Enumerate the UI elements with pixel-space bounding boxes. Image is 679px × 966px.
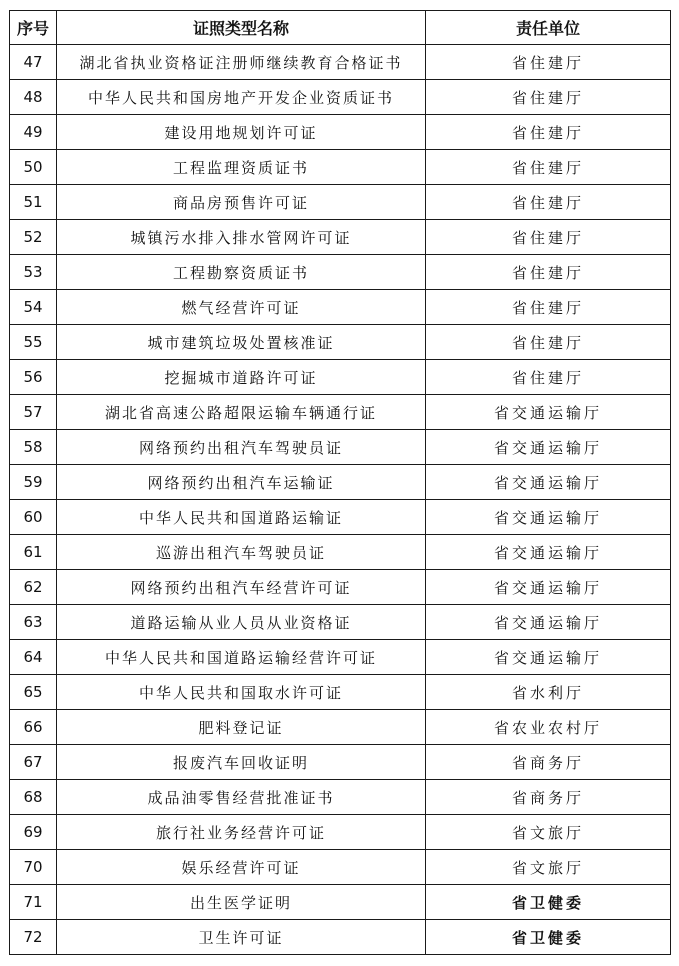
header-serial-number: 序号 [10, 11, 57, 45]
table-body [10, 45, 671, 955]
table-row [10, 605, 671, 640]
serial-number-cell: 69 [10, 815, 57, 850]
certificate-name-cell: 中华人民共和国道路运输证 [57, 500, 426, 535]
serial-number-cell: 72 [10, 920, 57, 955]
table-row [10, 710, 671, 745]
responsible-unit-cell: 省农业农村厅 [426, 710, 671, 745]
certificate-name-cell: 城市建筑垃圾处置核准证 [57, 325, 426, 360]
responsible-unit-cell: 省交通运输厅 [426, 430, 671, 465]
table-row [10, 500, 671, 535]
certificate-name-cell: 网络预约出租汽车运输证 [57, 465, 426, 500]
responsible-unit-cell: 省住建厅 [426, 80, 671, 115]
responsible-unit-cell: 省商务厅 [426, 780, 671, 815]
serial-number-cell: 60 [10, 500, 57, 535]
serial-number-cell: 49 [10, 115, 57, 150]
serial-number-cell: 70 [10, 850, 57, 885]
certificate-name-cell: 成品油零售经营批准证书 [57, 780, 426, 815]
serial-number-cell: 56 [10, 360, 57, 395]
responsible-unit-cell: 省住建厅 [426, 115, 671, 150]
responsible-unit-cell: 省交通运输厅 [426, 500, 671, 535]
serial-number-cell: 62 [10, 570, 57, 605]
responsible-unit-cell: 省住建厅 [426, 325, 671, 360]
certificate-name-cell: 湖北省高速公路超限运输车辆通行证 [57, 395, 426, 430]
responsible-unit-cell: 省商务厅 [426, 745, 671, 780]
serial-number-cell: 59 [10, 465, 57, 500]
certificate-name-cell: 出生医学证明 [57, 885, 426, 920]
responsible-unit-cell: 省住建厅 [426, 220, 671, 255]
certificate-name-cell: 报废汽车回收证明 [57, 745, 426, 780]
serial-number-cell: 68 [10, 780, 57, 815]
table-row [10, 920, 671, 955]
certificate-name-cell: 湖北省执业资格证注册师继续教育合格证书 [57, 45, 426, 80]
table-row [10, 885, 671, 920]
table-row [10, 465, 671, 500]
serial-number-cell: 66 [10, 710, 57, 745]
responsible-unit-cell: 省文旅厅 [426, 850, 671, 885]
serial-number-cell: 47 [10, 45, 57, 80]
responsible-unit-cell: 省住建厅 [426, 45, 671, 80]
certificate-name-cell: 建设用地规划许可证 [57, 115, 426, 150]
certificate-name-cell: 网络预约出租汽车驾驶员证 [57, 430, 426, 465]
certificate-name-cell: 肥料登记证 [57, 710, 426, 745]
table-row [10, 430, 671, 465]
responsible-unit-cell: 省交通运输厅 [426, 570, 671, 605]
serial-number-cell: 55 [10, 325, 57, 360]
table-row [10, 535, 671, 570]
table-row [10, 80, 671, 115]
responsible-unit-cell: 省住建厅 [426, 255, 671, 290]
responsible-unit-cell: 省文旅厅 [426, 815, 671, 850]
responsible-unit-cell: 省住建厅 [426, 290, 671, 325]
certificate-name-cell: 燃气经营许可证 [57, 290, 426, 325]
certificate-name-cell: 挖掘城市道路许可证 [57, 360, 426, 395]
serial-number-cell: 63 [10, 605, 57, 640]
serial-number-cell: 57 [10, 395, 57, 430]
certificate-name-cell: 中华人民共和国道路运输经营许可证 [57, 640, 426, 675]
responsible-unit-cell: 省交通运输厅 [426, 395, 671, 430]
certificate-name-cell: 卫生许可证 [57, 920, 426, 955]
table-row [10, 745, 671, 780]
table-header-row [10, 11, 671, 45]
serial-number-cell: 71 [10, 885, 57, 920]
certificate-name-cell: 旅行社业务经营许可证 [57, 815, 426, 850]
table-row [10, 850, 671, 885]
serial-number-cell: 61 [10, 535, 57, 570]
serial-number-cell: 54 [10, 290, 57, 325]
certificate-name-cell: 城镇污水排入排水管网许可证 [57, 220, 426, 255]
certificate-name-cell: 巡游出租汽车驾驶员证 [57, 535, 426, 570]
table-row [10, 255, 671, 290]
responsible-unit-cell: 省住建厅 [426, 185, 671, 220]
header-certificate-name: 证照类型名称 [57, 11, 426, 45]
responsible-unit-cell: 省住建厅 [426, 360, 671, 395]
serial-number-cell: 65 [10, 675, 57, 710]
responsible-unit-cell: 省水利厅 [426, 675, 671, 710]
serial-number-cell: 50 [10, 150, 57, 185]
responsible-unit-cell: 省交通运输厅 [426, 535, 671, 570]
responsible-unit-cell: 省交通运输厅 [426, 465, 671, 500]
responsible-unit-cell: 省交通运输厅 [426, 640, 671, 675]
table-row [10, 570, 671, 605]
table-row [10, 815, 671, 850]
certificate-name-cell: 中华人民共和国取水许可证 [57, 675, 426, 710]
table-row [10, 185, 671, 220]
certificate-name-cell: 网络预约出租汽车经营许可证 [57, 570, 426, 605]
serial-number-cell: 52 [10, 220, 57, 255]
serial-number-cell: 48 [10, 80, 57, 115]
table-row [10, 675, 671, 710]
table-row [10, 45, 671, 80]
responsible-unit-cell: 省卫健委 [426, 885, 671, 920]
header-responsible-unit: 责任单位 [426, 11, 671, 45]
serial-number-cell: 51 [10, 185, 57, 220]
table-row [10, 220, 671, 255]
responsible-unit-cell: 省卫健委 [426, 920, 671, 955]
table-row [10, 290, 671, 325]
table-row [10, 780, 671, 815]
certificate-name-cell: 中华人民共和国房地产开发企业资质证书 [57, 80, 426, 115]
serial-number-cell: 64 [10, 640, 57, 675]
certificate-name-cell: 商品房预售许可证 [57, 185, 426, 220]
certificate-name-cell: 娱乐经营许可证 [57, 850, 426, 885]
table-row [10, 360, 671, 395]
certificate-name-cell: 工程监理资质证书 [57, 150, 426, 185]
certificate-name-cell: 工程勘察资质证书 [57, 255, 426, 290]
serial-number-cell: 53 [10, 255, 57, 290]
table-row [10, 325, 671, 360]
table-row [10, 395, 671, 430]
certificate-table [9, 10, 671, 955]
serial-number-cell: 58 [10, 430, 57, 465]
responsible-unit-cell: 省交通运输厅 [426, 605, 671, 640]
responsible-unit-cell: 省住建厅 [426, 150, 671, 185]
certificate-name-cell: 道路运输从业人员从业资格证 [57, 605, 426, 640]
table-row [10, 640, 671, 675]
table-row [10, 150, 671, 185]
serial-number-cell: 67 [10, 745, 57, 780]
table-row [10, 115, 671, 150]
